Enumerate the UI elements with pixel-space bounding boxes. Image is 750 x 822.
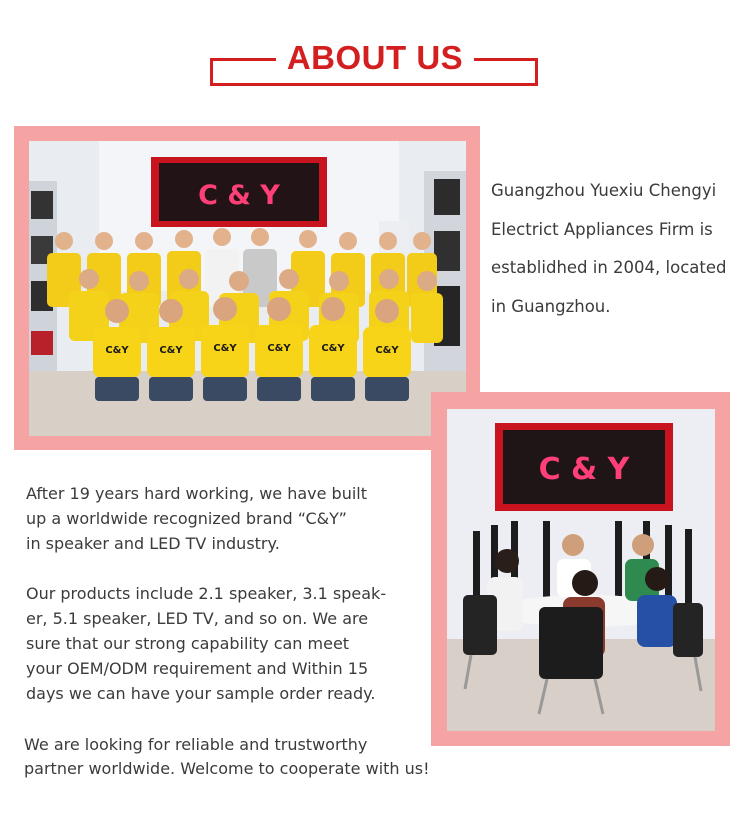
paragraph-line: days we can have your sample order ready. <box>26 684 376 703</box>
paragraph-line: er, 5.1 speaker, LED TV, and so on. We are <box>26 609 369 628</box>
intro-text <box>491 172 741 326</box>
paragraph-line: sure that our strong capability can meet <box>26 634 350 653</box>
paragraph-products <box>26 581 416 706</box>
paragraph-partners <box>24 733 464 781</box>
photo2-sign-text: C & Y <box>538 452 630 487</box>
photo1-shirt-text: C&Y <box>213 343 237 354</box>
photo1-shirt-text: C&Y <box>159 345 183 356</box>
meeting-photo <box>447 409 715 731</box>
team-photo <box>29 141 466 436</box>
intro-line: Electrict Appliances Firm is <box>491 219 713 239</box>
paragraph-line: in speaker and LED TV industry. <box>26 534 280 553</box>
paragraph-line: partner worldwide. Welcome to cooperate with us! <box>24 759 430 778</box>
title-line-left <box>210 58 276 61</box>
intro-line: establidhed in 2004, located <box>491 258 727 277</box>
photo1-sign-text: C & Y <box>198 180 280 211</box>
paragraph-line: up a worldwide recognized brand “C&Y” <box>26 509 347 528</box>
paragraph-line: your OEM/ODM requirement and Within 15 <box>26 659 369 678</box>
photo1-shirt-text: C&Y <box>267 343 291 354</box>
paragraph-line: Our products include 2.1 speaker, 3.1 speak- <box>26 584 387 603</box>
paragraph-history <box>26 481 416 556</box>
page-title: ABOUT US <box>286 39 464 76</box>
paragraph-line: We are looking for reliable and trustworthy <box>24 735 368 754</box>
intro-line: Guangzhou Yuexiu Chengyi <box>491 181 717 200</box>
photo1-shirt-text: C&Y <box>375 345 399 356</box>
photo1-shirt-text: C&Y <box>321 343 345 354</box>
paragraph-line: After 19 years hard working, we have built <box>26 484 368 503</box>
intro-line: in Guangzhou. <box>491 296 611 316</box>
title-line-right <box>474 58 538 61</box>
photo1-shirt-text: C&Y <box>105 345 129 356</box>
